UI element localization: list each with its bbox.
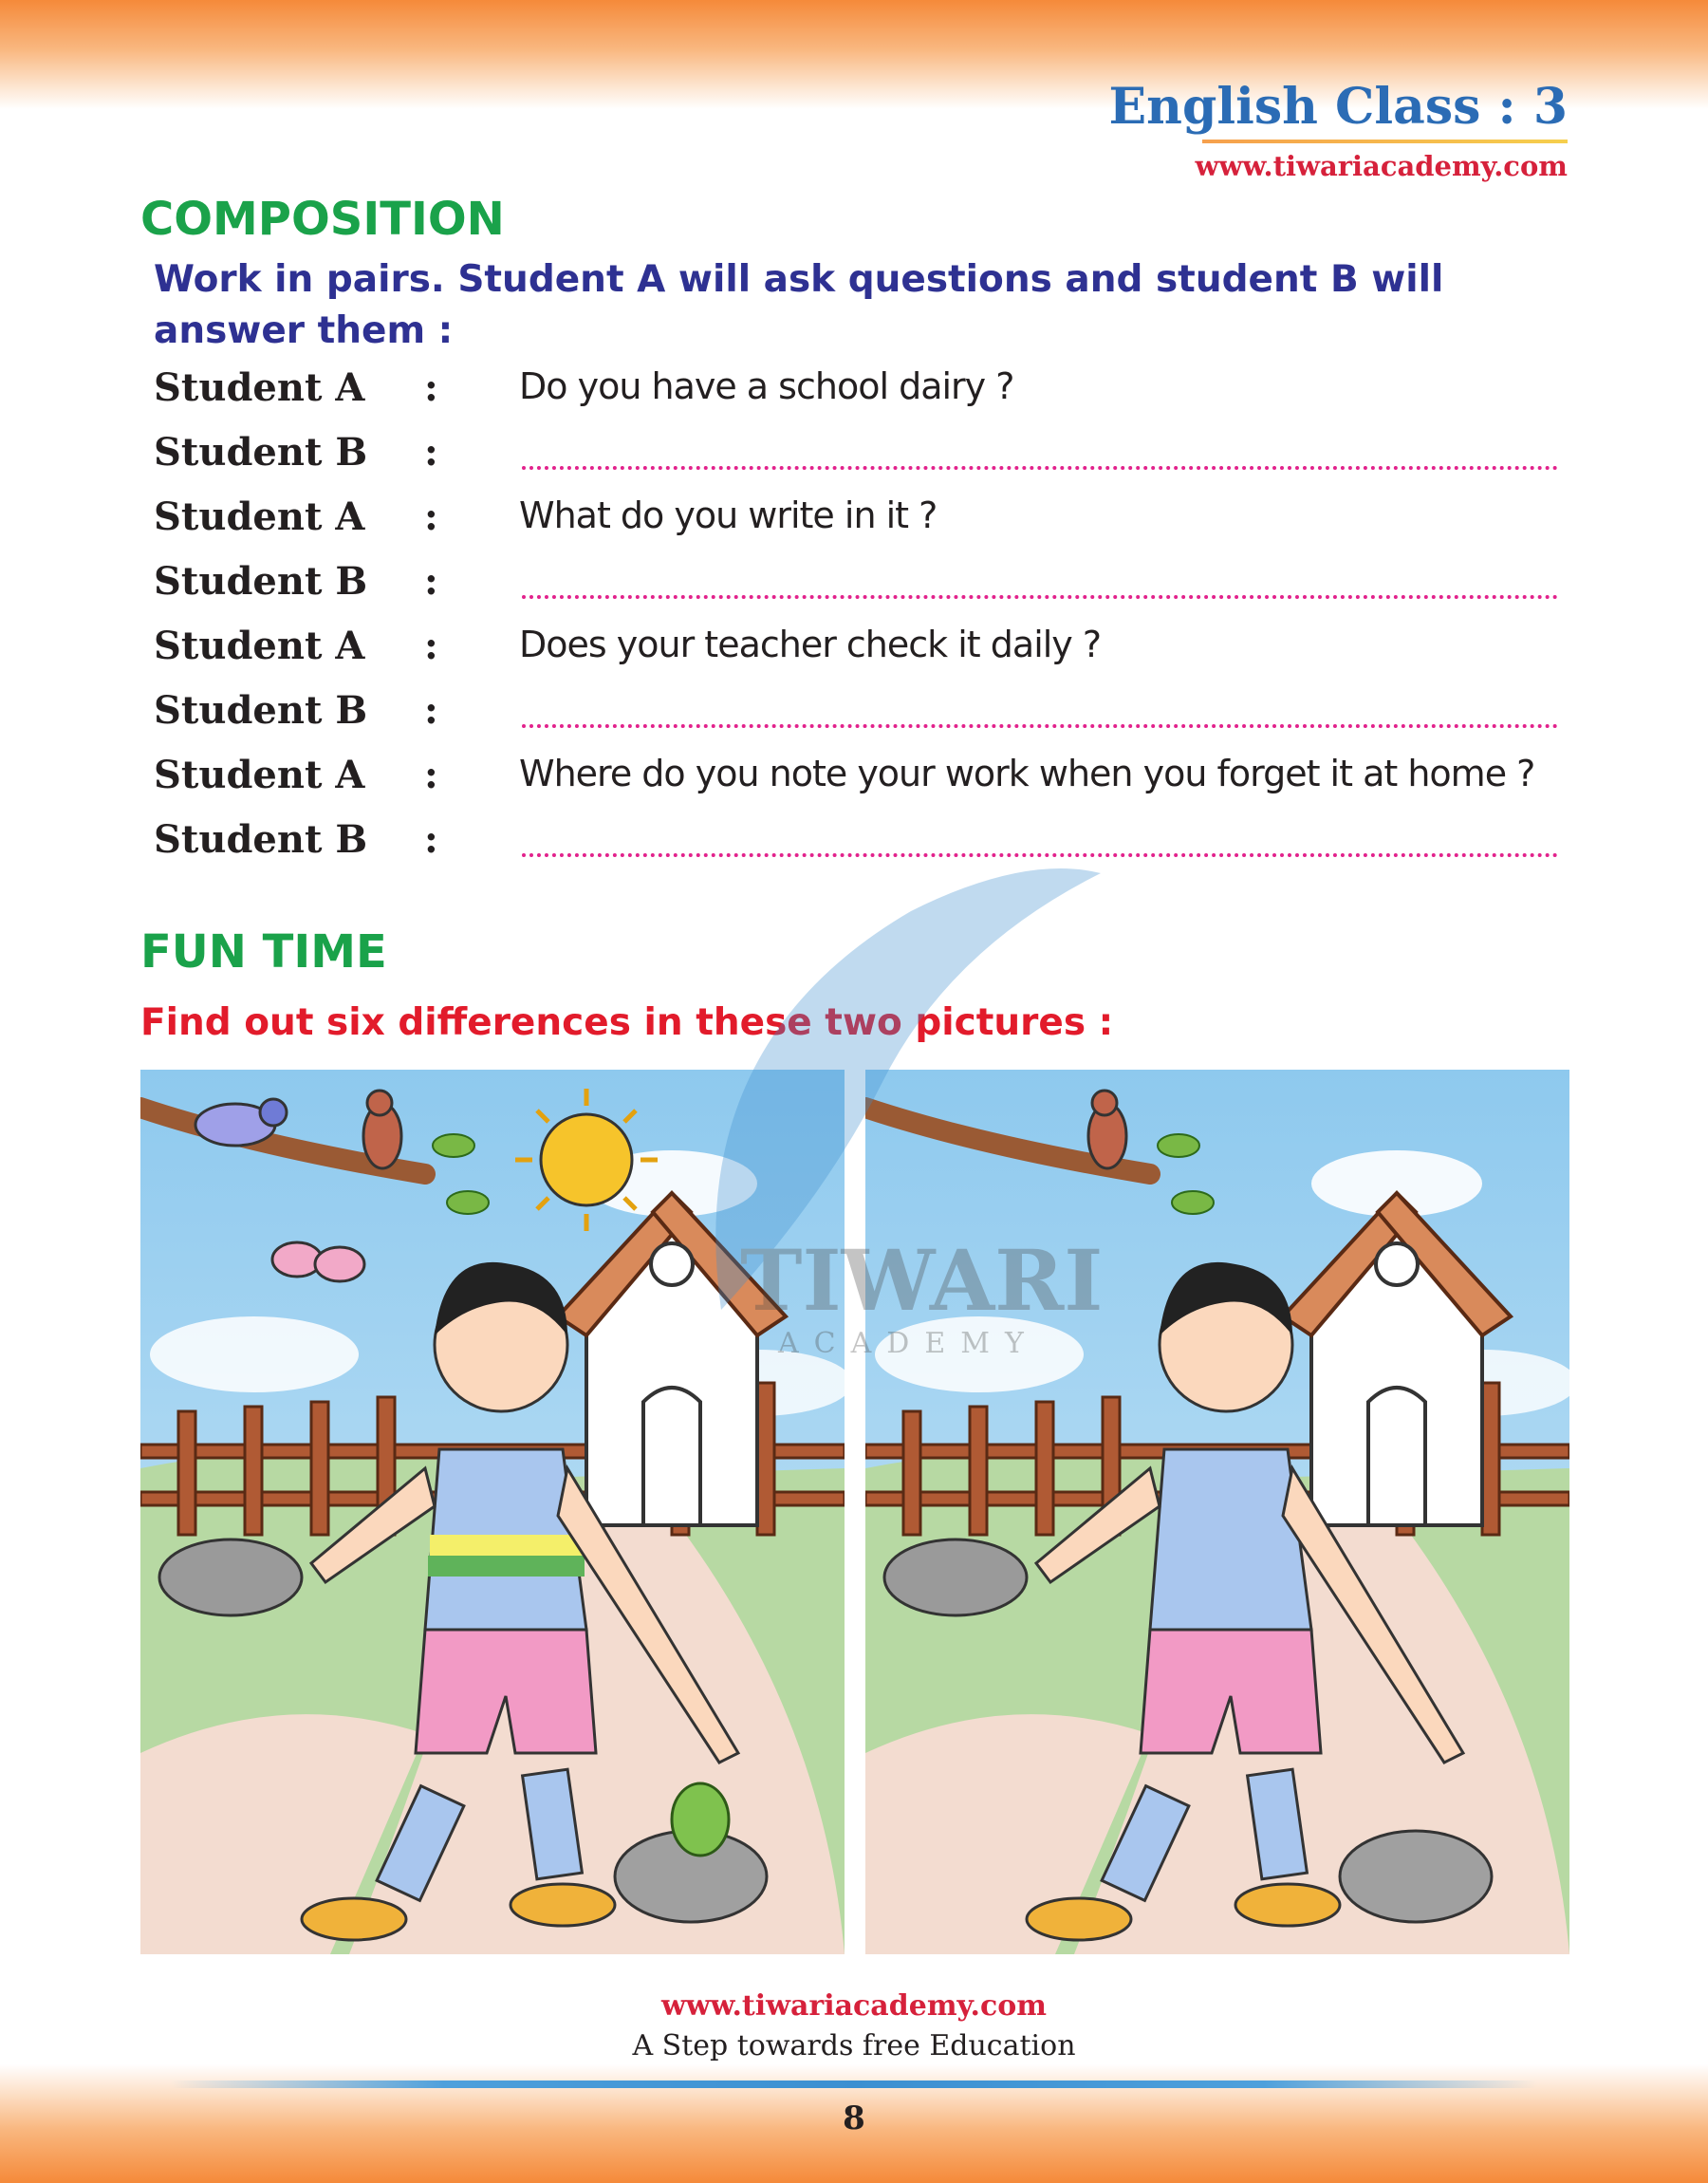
question-text: Does your teacher check it daily ? (519, 624, 1102, 665)
answer-blank-line[interactable] (522, 853, 1558, 857)
header-title: English Class : 3 (1108, 78, 1568, 136)
colon: : (424, 559, 438, 604)
dialogue-list (154, 365, 1568, 882)
answer-blank-line[interactable] (522, 724, 1558, 728)
speaker-label: Student B (154, 817, 368, 862)
footer-tagline: A Step towards free Education (632, 2029, 1076, 2062)
dialogue-row (154, 817, 1568, 882)
speaker-label: Student A (154, 624, 365, 668)
fun-time-heading: FUN TIME (140, 925, 387, 979)
watermark-sub: ACADEMY (778, 1327, 1039, 1360)
answer-blank-line[interactable] (522, 466, 1558, 470)
header-url[interactable]: www.tiwariacademy.com (1195, 150, 1568, 182)
dialogue-row (154, 430, 1568, 494)
colon: : (424, 365, 438, 410)
dialogue-row (154, 365, 1568, 430)
colon: : (424, 753, 438, 797)
dialogue-row (154, 753, 1568, 817)
watermark-name: TIWARI (740, 1231, 1104, 1330)
dialogue-row (154, 559, 1568, 624)
colon: : (424, 494, 438, 539)
question-text: Where do you note your work when you forget it at home ? (519, 753, 1535, 794)
colon: : (424, 430, 438, 475)
colon: : (424, 624, 438, 668)
speaker-label: Student B (154, 559, 368, 604)
picture-right (865, 1070, 1569, 1954)
composition-instruction: Work in pairs. Student A will ask questions and student B will answer them : (154, 258, 1444, 352)
page-number: 8 (843, 2099, 865, 2137)
question-text: Do you have a school dairy ? (519, 365, 1014, 407)
dialogue-row (154, 688, 1568, 753)
footer-url[interactable]: www.tiwariacademy.com (660, 1989, 1048, 2023)
speaker-label: Student B (154, 688, 368, 733)
picture-left (140, 1070, 845, 1954)
header-underline (1202, 140, 1568, 143)
fun-time-instruction: Find out six differences in these two pictures : (140, 1001, 1114, 1044)
question-text: What do you write in it ? (519, 494, 938, 536)
dialogue-row (154, 624, 1568, 688)
answer-blank-line[interactable] (522, 595, 1558, 599)
speaker-label: Student A (154, 753, 365, 797)
colon: : (424, 688, 438, 733)
speaker-label: Student B (154, 430, 368, 475)
speaker-label: Student A (154, 365, 365, 410)
composition-heading: COMPOSITION (140, 193, 505, 246)
dialogue-row (154, 494, 1568, 559)
footer-blue-rule (171, 2080, 1537, 2088)
colon: : (424, 817, 438, 862)
speaker-label: Student A (154, 494, 365, 539)
